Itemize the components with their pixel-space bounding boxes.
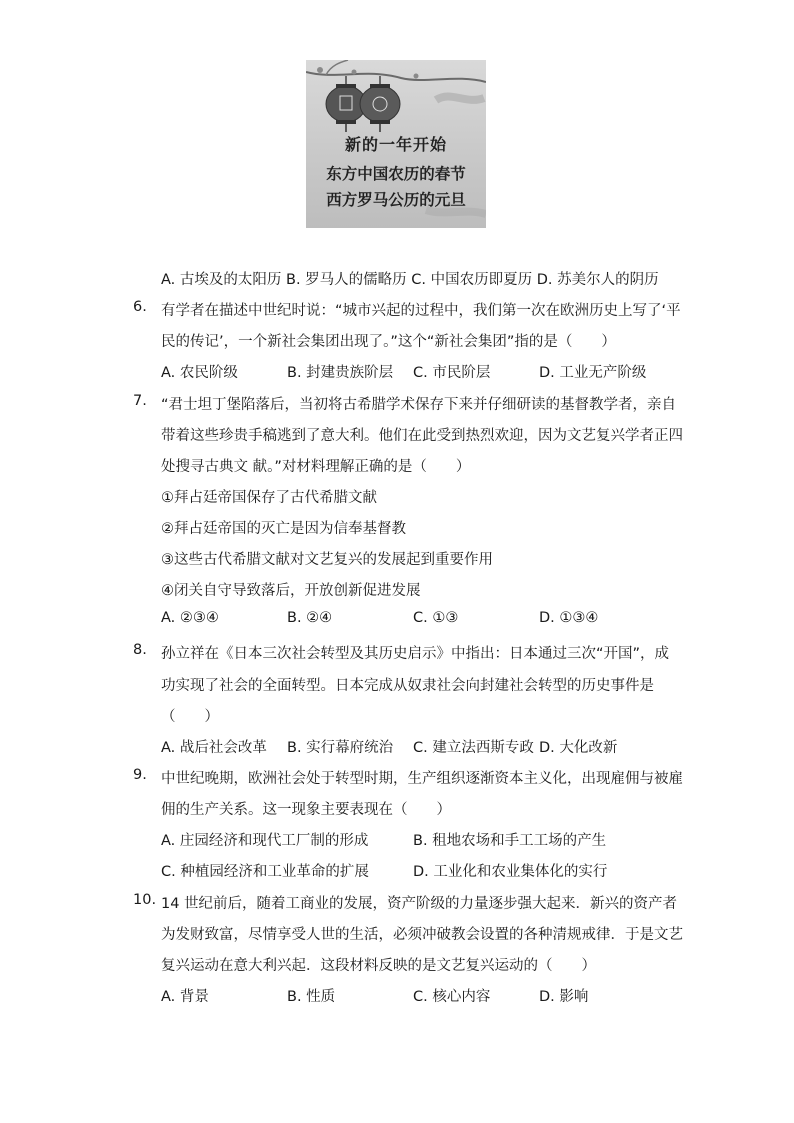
q7-statement-1: ①拜占廷帝国保存了古代希腊文献 [161,490,377,506]
q10-option-a: A. 背景 [161,989,209,1005]
q7-stem-line-1: “君士坦丁堡陷落后，当初将古希腊学术保存下来并仔细研读的基督教学者，亲自 [161,397,677,413]
q6-option-c: C. 市民阶层 [413,365,491,381]
q8-option-c: C. 建立法西斯专政 [413,740,534,756]
q10-stem-line-2: 为发财致富，尽情享受人世的生活，必须冲破教会设置的各种清规戒律．于是文艺 [161,927,683,943]
poster-title: 新的一年开始 [344,135,447,154]
q8-stem-line-3: （ ） [161,709,219,725]
q7-statement-4: ④闭关自守导致落后，开放创新促进发展 [161,583,421,599]
q8-option-d: D. 大化改新 [539,740,618,756]
q6-stem-line-2: 民的传记’，一个新社会集团出现了。”这个“新社会集团”指的是（ ） [161,334,616,350]
q10-stem-line-1: 14 世纪前后，随着工商业的发展，资产阶级的力量逐步强大起来．新兴的资产者 [161,896,678,912]
q10-stem-line-3: 复兴运动在意大利兴起．这段材料反映的是文艺复兴运动的（ ） [161,958,596,974]
q10-option-c: C. 核心内容 [413,989,491,1005]
q7-statement-3: ③这些古代希腊文献对文艺复兴的发展起到重要作用 [161,552,493,568]
q9-option-b: B. 租地农场和手工工场的产生 [413,833,607,849]
q7-option-c: C. ①③ [413,610,459,626]
q9-option-a: A. 庄园经济和现代工厂制的形成 [161,833,369,849]
q7-stem-line-2: 带着这些珍贵手稿逃到了意大利。他们在此受到热烈欢迎，因为文艺复兴学者正四 [161,428,683,444]
q7-statement-2: ②拜占廷帝国的灭亡是因为信奉基督教 [161,521,406,537]
new-year-poster-image [306,60,486,228]
q8-stem-line-1: 孙立祥在《日本三次社会转型及其历史启示》中指出：日本通过三次“开国”，成 [161,646,670,662]
q6-stem-line-1: 有学者在描述中世纪时说：“城市兴起的过程中，我们第一次在欧洲历史上写了‘平 [161,303,681,319]
q7-option-b: B. ②④ [287,610,333,626]
q6-option-b: B. 封建贵族阶层 [287,365,394,381]
q7-option-d: D. ①③④ [539,610,599,626]
q7-number: 7. [133,393,147,409]
q6-number: 6. [133,299,147,315]
poster-line-2: 东方中国农历的春节 [326,164,466,183]
q8-stem-line-2: 功实现了社会的全面转型。日本完成从奴隶社会向封建社会转型的历史事件是 [161,678,654,694]
q9-stem-line-2: 佣的生产关系。这一现象主要表现在（ ） [161,802,451,818]
q8-option-b: B. 实行幕府统治 [287,740,394,756]
q6-option-d: D. 工业无产阶级 [539,365,647,381]
q7-option-a: A. ②③④ [161,610,219,626]
q9-number: 9. [133,767,147,783]
q5-options: A. 古埃及的太阳历 B. 罗马人的儒略历 C. 中国农历即夏历 D. 苏美尔人的阴历 [161,272,659,288]
q9-option-d: D. 工业化和农业集体化的实行 [413,864,608,880]
q8-number: 8. [133,642,147,658]
q10-option-d: D. 影响 [539,989,589,1005]
q8-option-a: A. 战后社会改革 [161,740,267,756]
q10-option-b: B. 性质 [287,989,336,1005]
q9-option-c: C. 种植园经济和工业革命的扩展 [161,864,369,880]
poster-line-3: 西方罗马公历的元旦 [326,190,466,209]
q9-stem-line-1: 中世纪晚期，欧洲社会处于转型时期，生产组织逐渐资本主义化，出现雇佣与被雇 [161,771,683,787]
q7-stem-line-3: 处搜寻古典文 献。”对材料理解正确的是（ ） [161,459,471,475]
q10-number: 10. [133,892,157,908]
q6-option-a: A. 农民阶级 [161,365,238,381]
